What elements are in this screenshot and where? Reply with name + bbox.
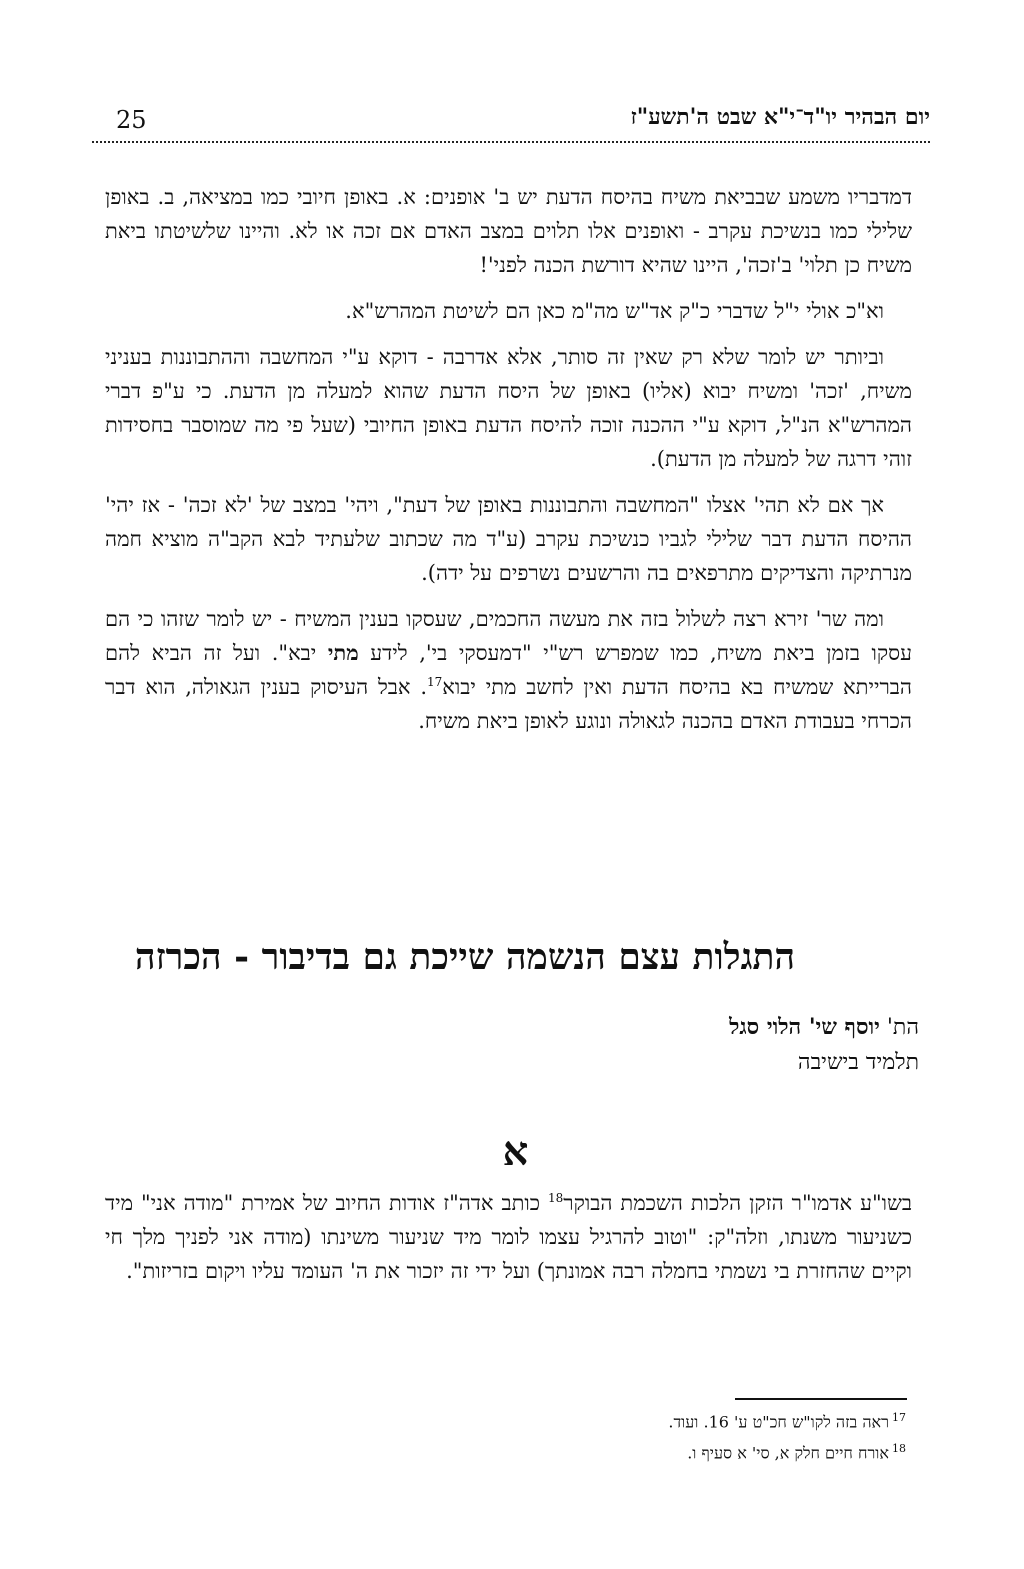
author-block xyxy=(419,1010,919,1080)
paragraph: וא"כ אולי י"ל שדברי כ"ק אד"ש מה"מ כאן הם לשיטת המהרש"א. xyxy=(345,299,884,323)
paragraph-text: כותב אדה"ז אודות החיוב של אמירת "מודה אני" מיד כשניעור משנתו, וזלה"ק: "וטוב להרגיל עצמו לומר מיד שניעור משינתו (מודה אני לפניך מלך חי וקיים שהחזרת בי נשמתי בחמלה רבה אמונתך) ועל ידי זה יזכור את ה' העומד עליו ויקום בזריזות". xyxy=(105,1191,912,1283)
paragraph-text: יבא". ועל זה הביא להם הברייתא שמשיח בא בהיסח הדעת ואין לחשב מתי יבוא xyxy=(105,641,912,699)
body-text-top xyxy=(105,180,912,750)
section-letter: א xyxy=(502,1128,529,1175)
section-heading: התגלות עצם הנשמה שייכת גם בדיבור - הכרזה xyxy=(134,936,796,978)
author-role: תלמיד בישיבה xyxy=(797,1050,919,1075)
paragraph: דמדבריו משמע שבביאת משיח בהיסח הדעת יש ב' אופנים: א. באופן חיובי כמו במציאה, ב. באופן שלילי כמו בנשיכת עקרב - ואופנים אלו תלוים במצב האדם אם זכה או לא. והיינו שלשיטתו ביאת משיח כן תלוי' ב'זכה', היינו שהיא דורשת הכנה לפני'! xyxy=(105,185,912,277)
footnote-ref[interactable]: 17 xyxy=(427,675,443,689)
footnote-text: ראה בזה לקו"ש חכ"ט ע' 16. ועוד. xyxy=(668,1412,889,1432)
author-name: יוסף שי' הלוי סגל xyxy=(729,1014,880,1040)
page-number: 25 xyxy=(116,106,147,134)
footnotes xyxy=(306,1404,906,1467)
footnote-rule xyxy=(735,1398,907,1400)
running-title: יום הבהיר יו"ד־י"א שבט ה'תשע"ז xyxy=(630,104,930,130)
running-header xyxy=(92,98,930,138)
footnote-ref[interactable]: 18 xyxy=(548,1191,564,1205)
paragraph: אך אם לא תהי' אצלו "המחשבה והתבוננות באופן של דעת", ויהי' במצב של 'לא זכה' - אז יהי' ההיסח הדעת דבר שלילי לגביו כנשיכת עקרב (ע"ד מה שכתוב שלעתיד לבא הקב"ה מוציא חמה מנרתיקה והצדיקים מתרפאים בה והרשעים נשרפים על ידה). xyxy=(105,493,912,585)
footnote xyxy=(306,1404,906,1435)
footnote-text: אורח חיים חלק א, סי' א סעיף ו. xyxy=(687,1443,889,1463)
paragraph-text: . אבל העיסוק בענין הגאולה, הוא דבר הכרחי בעבודת האדם בהכנה לגאולה ונוגע לאופן ביאת משיח. xyxy=(105,675,912,733)
paragraph-text: ומה שר' זירא רצה לשלול בזה את מעשה החכמים, שעסקו בענין המשיח - יש לומר שזהו כי הם עסקו בזמן ביאת משיח, כמו שמפרש רש"י "דמעסקי בי', לידע xyxy=(105,607,912,665)
paragraph xyxy=(105,602,912,738)
footnote xyxy=(306,1435,906,1466)
footnote-number: 17 xyxy=(892,1411,906,1424)
header-dotted-rule xyxy=(92,141,930,143)
author-prefix: הת' xyxy=(879,1015,919,1040)
paragraph: וביותר יש לומר שלא רק שאין זה סותר, אלא אדרבה - דוקא ע"י המחשבה וההתבוננות בעניני משיח, 'זכה' ומשיח יבוא (אליו) באופן של היסח הדעת שהוא למעלה מן הדעת. כי ע"פ דברי המהרש"א הנ"ל, דוקא ע"י ההכנה זוכה להיסח הדעת באופן החיובי (שעל פי מה שמוסבר בחסידות זוהי דרגה של למעלה מן הדעת). xyxy=(105,345,912,471)
body-text-section xyxy=(105,1186,912,1300)
footnote-number: 18 xyxy=(892,1442,906,1456)
paragraph-text: בשו"ע אדמו"ר הזקן הלכות השכמת הבוקר xyxy=(563,1191,912,1215)
emphasis-text: מתי xyxy=(327,640,359,665)
author-line xyxy=(419,1010,919,1045)
paragraph xyxy=(105,1186,912,1288)
